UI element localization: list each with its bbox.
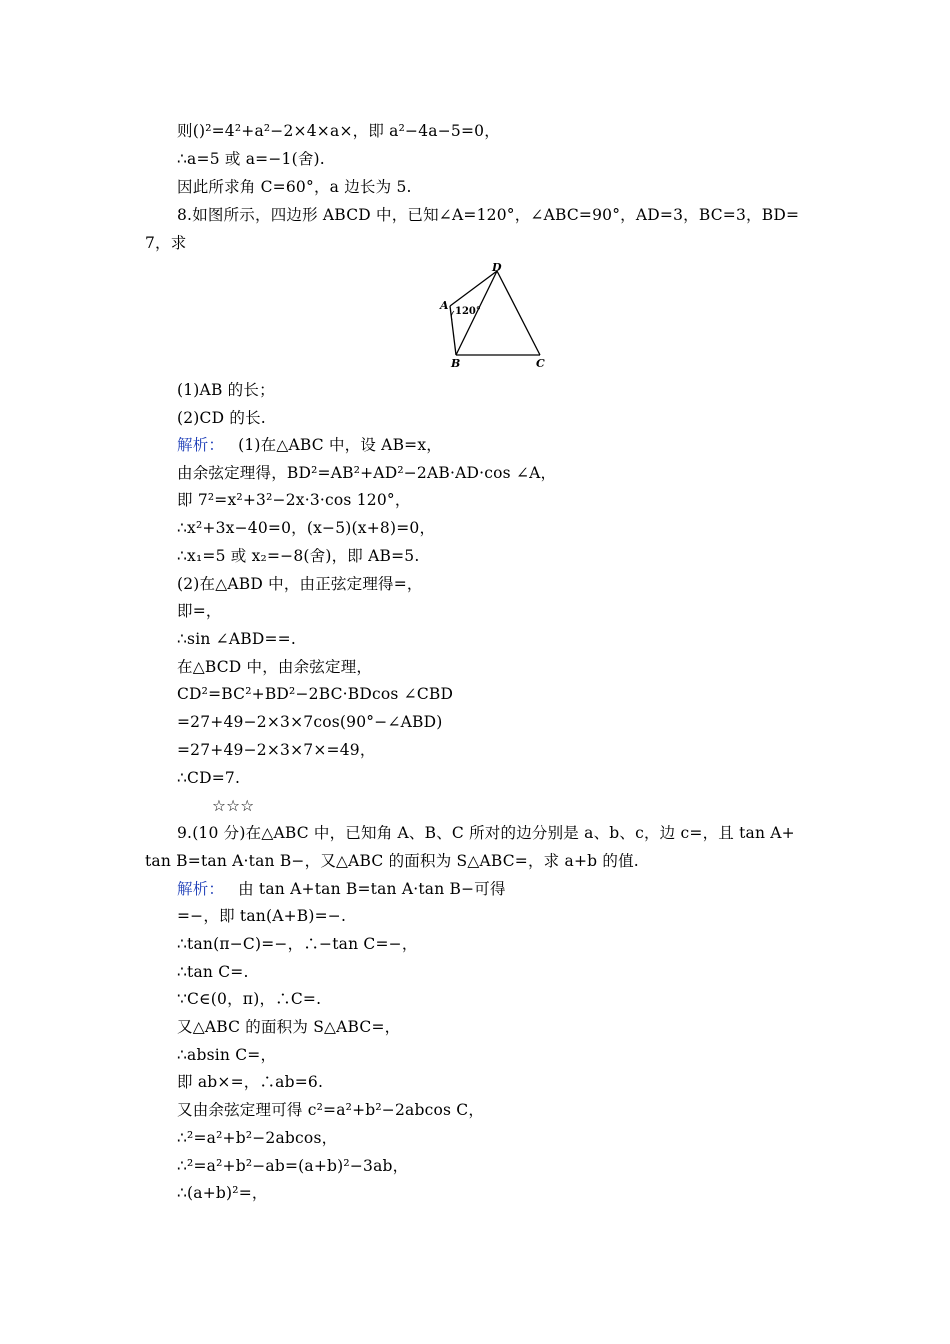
solution-8-line-5: ∴x₁=5 或 x₂=−8(舍)，即 AB=5. bbox=[177, 547, 420, 565]
solution-9-line-6: 又△ABC 的面积为 S△ABC=， bbox=[177, 1018, 401, 1036]
question-2: (2)CD 的长. bbox=[177, 409, 266, 427]
vertex-label-c: C bbox=[536, 357, 545, 370]
solution-9-line-7: ∴absin C=， bbox=[177, 1046, 277, 1064]
difficulty-stars: ☆☆☆ bbox=[212, 797, 255, 815]
solution-9-text-1: 由 tan A+tan B=tan A·tan B−可得 bbox=[238, 880, 506, 898]
solution-9-line-4: ∴tan C=. bbox=[177, 963, 249, 981]
angle-arc bbox=[451, 311, 454, 320]
problem-9-statement: 9.(10 分)在△ABC 中，已知角 A、B、C 所对的边分别是 a、b、c，边 c=，且 tan A+ bbox=[177, 824, 795, 842]
analysis-label-2: 解析： bbox=[177, 880, 225, 898]
problem-8-statement-cont: 7，求 bbox=[145, 234, 187, 252]
solution-8-line-3: 即 7²=x²+3²−2x·3·cos 120°， bbox=[177, 491, 411, 509]
solution-8-line-6: (2)在△ABD 中，由正弦定理得=， bbox=[177, 575, 423, 593]
problem-9-statement-cont: tan B=tan A·tan B−，又△ABC 的面积为 S△ABC=，求 a+b 的值. bbox=[145, 852, 639, 870]
solution-8-line-12: =27+49−2×3×7×=49， bbox=[177, 741, 376, 759]
solution-9-line-3: ∴tan(π−C)=−，∴−tan C=−， bbox=[177, 935, 418, 953]
solution-9-line-8: 即 ab×=，∴ab=6. bbox=[177, 1073, 324, 1091]
solution-9-line-10: ∴²=a²+b²−2abcos， bbox=[177, 1129, 338, 1147]
solution-8-line-1 bbox=[177, 435, 442, 455]
solution-8-line-7: 即=， bbox=[177, 602, 222, 620]
solution-9-line-12: ∴(a+b)²=， bbox=[177, 1184, 268, 1202]
solution-8-line-8: ∴sin ∠ABD==. bbox=[177, 630, 296, 648]
angle-label-120: 120° bbox=[455, 306, 481, 317]
text-line-3: 因此所求角 C=60°，a 边长为 5. bbox=[177, 178, 412, 196]
solution-9-line-2: =−，即 tan(A+B)=−. bbox=[177, 907, 347, 925]
solution-9-line-11: ∴²=a²+b²−ab=(a+b)²−3ab， bbox=[177, 1157, 409, 1175]
solution-9-line-1 bbox=[177, 879, 506, 899]
problem-8-statement: 8.如图所示，四边形 ABCD 中，已知∠A=120°，∠ABC=90°，AD=3，BC=3，BD= bbox=[177, 206, 800, 224]
vertex-label-d: D bbox=[492, 261, 502, 274]
edge-dc bbox=[497, 271, 540, 355]
edge-ad bbox=[450, 271, 497, 306]
solution-8-line-13: ∴CD=7. bbox=[177, 769, 241, 787]
solution-8-line-2: 由余弦定理得，BD²=AB²+AD²−2AB·AD·cos ∠A， bbox=[177, 464, 557, 482]
vertex-label-a: A bbox=[440, 299, 449, 312]
question-1: (1)AB 的长； bbox=[177, 381, 275, 399]
solution-9-line-5: ∵C∈(0，π)，∴C=. bbox=[177, 990, 322, 1008]
text-line-2: ∴a=5 或 a=−1(舍). bbox=[177, 150, 325, 168]
analysis-label: 解析： bbox=[177, 436, 225, 454]
solution-8-line-4: ∴x²+3x−40=0，(x−5)(x+8)=0， bbox=[177, 519, 436, 537]
solution-8-line-11: =27+49−2×3×7cos(90°−∠ABD) bbox=[177, 713, 443, 731]
quadrilateral-figure bbox=[430, 258, 570, 376]
solution-8-text-1: (1)在△ABC 中，设 AB=x， bbox=[238, 436, 442, 454]
solution-8-line-10: CD²=BC²+BD²−2BC·BDcos ∠CBD bbox=[177, 685, 454, 703]
solution-9-line-9: 又由余弦定理可得 c²=a²+b²−2abcos C， bbox=[177, 1101, 485, 1119]
vertex-label-b: B bbox=[451, 357, 461, 370]
text-line-1: 则()²=4²+a²−2×4×a×，即 a²−4a−5=0， bbox=[177, 122, 500, 140]
solution-8-line-9: 在△BCD 中，由余弦定理， bbox=[177, 658, 373, 676]
